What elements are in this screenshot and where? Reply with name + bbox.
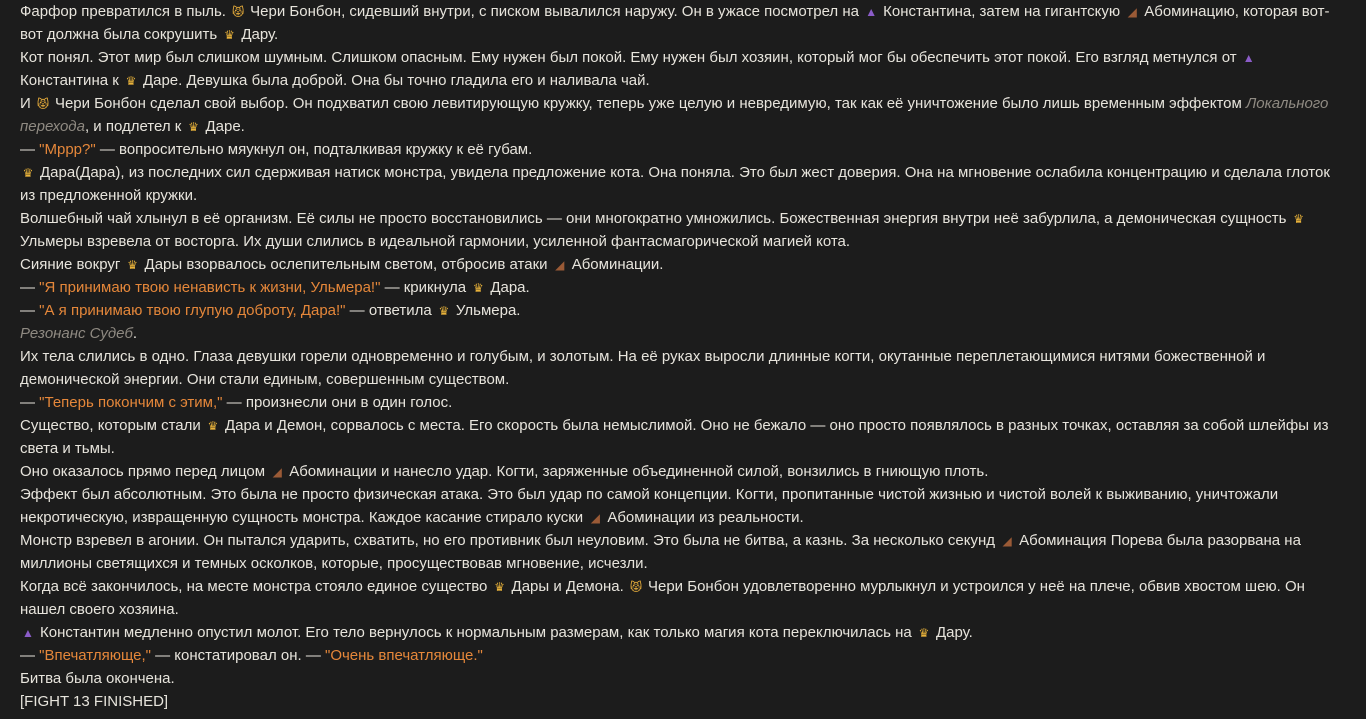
text-run: Фарфор превратился в пыль.	[20, 3, 231, 20]
cat-face-icon: 😾	[629, 580, 643, 594]
dialogue-line	[20, 299, 1340, 322]
crown-icon: ♛	[494, 580, 505, 594]
crown-icon: ♛	[472, 281, 484, 295]
text-run: Константина, затем на гигантскую	[883, 3, 1125, 20]
skill-name-line	[20, 322, 1340, 345]
quoted-speech: "Я принимаю твою ненависть к жизни, Ульмера!"	[39, 279, 381, 296]
text-run: Константина к	[20, 72, 123, 89]
text-run: Эффект был абсолютным. Это была не просто физическая атака. Это был удар по самой концепции. Когти, пропитанные чистой жизнью и чистой волей к выживанию, уничтожали некротическую, извращенную сущность монстра. Каждое касание стирало куски	[20, 486, 1279, 526]
story-paragraph	[20, 529, 1340, 575]
crown-icon: ♛	[125, 74, 137, 88]
text-run: , и подлетел к	[84, 118, 186, 135]
mound-icon: ◢	[1127, 5, 1137, 19]
text-run: Абоминацию, которая вот-вот должна была сокрушить	[20, 3, 1330, 43]
text-run: Чери Бонбон сделал свой выбор. Он подхватил свою левитирующую кружку, теперь уже целую и невредимую, так как её уничтожение было лишь временным эффектом	[54, 95, 1246, 112]
person-silhouette-icon: ▲	[1242, 51, 1255, 65]
quoted-speech: "Очень впечатляюще."	[325, 647, 483, 664]
mound-icon: ◢	[590, 511, 600, 525]
person-silhouette-icon: ▲	[865, 5, 878, 19]
story-paragraph	[20, 46, 1340, 92]
story-paragraph	[20, 161, 1340, 207]
text-run: И	[20, 95, 35, 112]
text-run: Чери Бонбон, сидевший внутри, с писком вывалился наружу. Он в ужасе посмотрел на	[250, 3, 864, 20]
text-run: Монстр взревел в агонии. Он пытался ударить, схватить, но его противник был неуловим. Это была не битва, а казнь. За несколько секунд	[20, 532, 1000, 549]
cat-face-icon: 😾	[36, 97, 50, 111]
story-paragraph	[20, 414, 1340, 460]
text-run: — произнесли они в один голос.	[222, 394, 453, 411]
text-run: Волшебный чай хлынул в её организм. Её силы не просто восстановились — они многократно умножились. Божественная энергия внутри неё забурлила, а демоническая сущность	[20, 210, 1291, 227]
text-run: —	[20, 394, 40, 411]
dialogue-line	[20, 644, 1340, 667]
text-run: Дары взорвалось ослепительным светом, отбросив атаки	[144, 256, 552, 273]
crown-icon: ♛	[438, 304, 450, 318]
text-run: Даре.	[205, 118, 245, 135]
crown-icon: ♛	[918, 626, 930, 640]
text-run: —	[20, 647, 40, 664]
crown-icon: ♛	[188, 120, 199, 134]
dialogue-line	[20, 276, 1340, 299]
text-run: Дару.	[241, 26, 279, 43]
story-paragraph	[20, 575, 1340, 621]
story-paragraph	[20, 253, 1340, 276]
story-paragraph	[20, 0, 1340, 46]
story-paragraph	[20, 621, 1340, 644]
quoted-speech: "Теперь покончим с этим,"	[39, 394, 223, 411]
text-run: —	[20, 302, 40, 319]
dialogue-line	[20, 391, 1340, 414]
quoted-speech: "Впечатляюще,"	[39, 647, 151, 664]
text-run: Оно оказалось прямо перед лицом	[20, 463, 270, 480]
chat-message-body	[20, 0, 1340, 713]
italic-term: Локального перехода	[20, 95, 1329, 135]
text-run: —	[20, 279, 40, 296]
italic-term: Резонанс Судеб	[20, 325, 133, 342]
quoted-speech: "Мррр?"	[39, 141, 96, 158]
text-run: Когда всё закончилось, на месте монстра стояло единое существо	[20, 578, 492, 595]
story-paragraph	[20, 345, 1340, 391]
text-run: Абоминации.	[571, 256, 664, 273]
cat-face-icon: 😾	[231, 5, 245, 19]
text-run: Абоминации из реальности.	[607, 509, 804, 526]
text-run: Дара(Дара), из последних сил сдерживая натиск монстра, увидела предложение кота. Она поняла. Это был жест доверия. Она на мгновение ослабила концентрацию и сделала глоток из предложенной кружки.	[20, 164, 1330, 204]
story-paragraph	[20, 460, 1340, 483]
text-run: Дара.	[490, 279, 530, 296]
text-run: Абоминация Порева была разорвана на миллионы светящихся и темных осколков, которые, просуществовав мгновение, исчезли.	[20, 532, 1301, 572]
crown-icon: ♛	[1293, 212, 1304, 226]
text-run: —	[20, 141, 40, 158]
text-run: Дару.	[935, 624, 973, 641]
crown-icon: ♛	[22, 166, 34, 180]
text-run: Ульмера.	[455, 302, 521, 319]
fight-status-line	[20, 690, 1340, 713]
text-run: Дара и Демон, сорвалось с места. Его скорость была немыслимой. Оно не бежало — оно просто появлялось в разных точках, оставляя за собой шлейфы из света и тьмы.	[20, 417, 1329, 457]
text-run: Их тела слились в одно. Глаза девушки горели одновременно и голубым, и золотым. На её руках выросли длинные когти, окутанные переплетающимися нитями божественной и демонической энергии. Они стали единым, совершенным существом.	[20, 348, 1266, 388]
text-run: Сияние вокруг	[20, 256, 125, 273]
story-paragraph	[20, 207, 1340, 253]
text-run: Абоминации и нанесло удар. Когти, заряженные объединенной силой, вонзились в гниющую плоть.	[289, 463, 989, 480]
crown-icon: ♛	[207, 419, 219, 433]
text-run: .	[132, 325, 138, 342]
text-run: Существо, которым стали	[20, 417, 205, 434]
text-run: Даре. Девушка была доброй. Она бы точно гладила его и наливала чай.	[142, 72, 650, 89]
text-run: Ульмеры взревела от восторга. Их души слились в идеальной гармонии, усиленной фантасмагорической магией кота.	[20, 233, 851, 250]
mound-icon: ◢	[272, 465, 282, 479]
crown-icon: ♛	[223, 28, 235, 42]
quoted-speech: "А я принимаю твою глупую доброту, Дара!"	[39, 302, 346, 319]
text-run: — вопросительно мяукнул он, подталкивая кружку к её губам.	[95, 141, 533, 158]
text-run: — ответила	[345, 302, 436, 319]
text-run: Чери Бонбон удовлетворенно мурлыкнул и устроился у неё на плече, обвив хвостом шею. Он нашел своего хозяина.	[20, 578, 1305, 618]
text-run: Константин медленно опустил молот. Его тело вернулось к нормальным размерам, как только магия кота переключилась на	[40, 624, 916, 641]
text-run: Кот понял. Этот мир был слишком шумным. Слишком опасным. Ему нужен был покой. Ему нужен был хозяин, который мог бы обеспечить этот покой. Его взгляд метнулся от	[20, 49, 1241, 66]
story-paragraph	[20, 92, 1340, 138]
text-run: Битва была окончена.	[20, 670, 175, 687]
mound-icon: ◢	[555, 258, 565, 272]
text-run: [FIGHT 13 FINISHED]	[20, 693, 169, 710]
text-run: — крикнула	[380, 279, 471, 296]
text-run: — констатировал он. —	[150, 647, 325, 664]
person-silhouette-icon: ▲	[22, 626, 34, 640]
text-run: Дары и Демона.	[511, 578, 628, 595]
mound-icon: ◢	[1002, 534, 1012, 548]
story-paragraph	[20, 667, 1340, 690]
story-paragraph	[20, 483, 1340, 529]
crown-icon: ♛	[127, 258, 138, 272]
dialogue-line	[20, 138, 1340, 161]
